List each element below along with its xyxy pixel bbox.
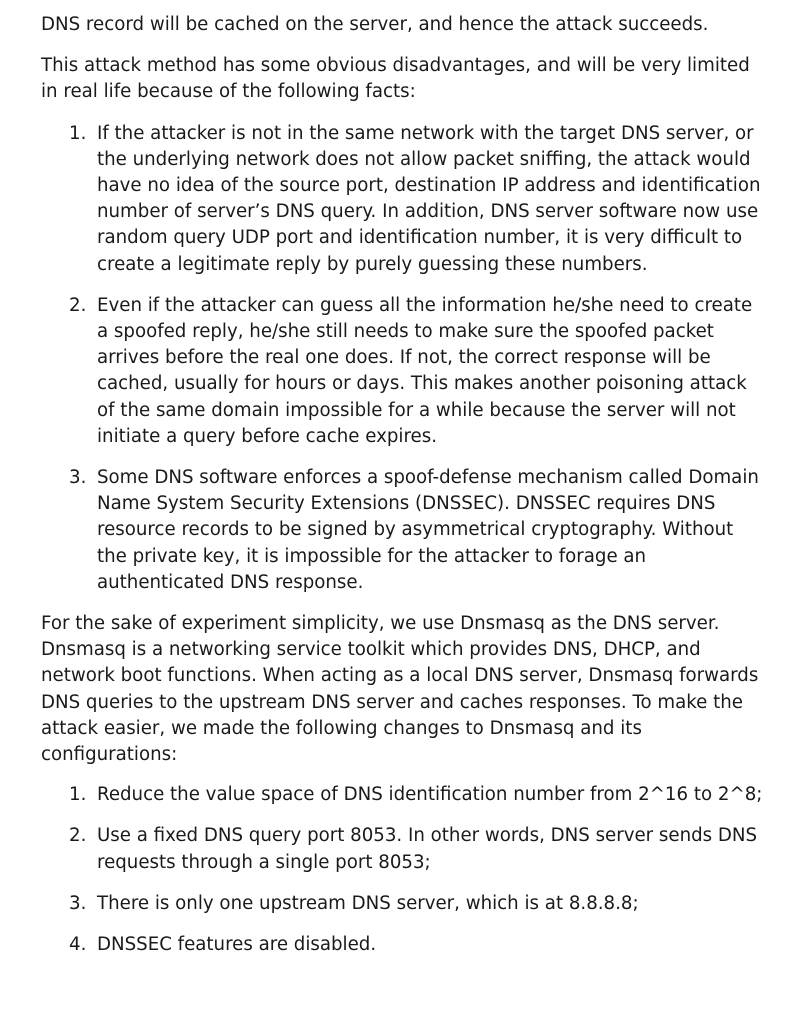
- list-item: [41, 782, 767, 808]
- list-item-number: 2.: [69, 825, 87, 847]
- list-item-number: 1.: [69, 784, 87, 806]
- list-item: [41, 121, 767, 278]
- list-item-text: There is only one upstream DNS server, which is at 8.8.8.8;: [97, 892, 639, 914]
- list-item: [41, 891, 767, 917]
- list-item-number: 3.: [69, 892, 87, 914]
- intro-line: DNS record will be cached on the server, and hence the attack succeeds.: [41, 14, 709, 35]
- list-item: [41, 293, 767, 450]
- list-item-text: DNSSEC features are disabled.: [97, 934, 377, 956]
- list-item-text: Reduce the value space of DNS identification number from 2^16 to 2^8;: [97, 784, 763, 806]
- list-item-number: 2.: [69, 294, 87, 316]
- list-item-text: If the attacker is not in the same network with the target DNS server, or the underlying network does not allow packet sniffing, the attack would have no idea of the source port, destination IP address and identification number of server’s DNS query. In addition, DNS server software now use random query UDP port and identification number, it is very difficult to create a legitimate reply by purely guessing these numbers.: [97, 122, 761, 275]
- list-item-number: 1.: [69, 122, 87, 144]
- list-item-text: Some DNS software enforces a spoof-defense mechanism called Domain Name System Security Extensions (DNSSEC). DNSSEC requires DNS resource records to be signed by asymmetrical cryptography. Without the private key, it is impossible for the attacker to forage an authenticated DNS response.: [97, 467, 759, 593]
- list-item-number: 3.: [69, 467, 87, 489]
- list-item-text: Even if the attacker can guess all the information he/she need to create a spoofed reply, he/she still needs to make sure the spoofed packet arrives before the real one does. If not, the correct response will be cached, usually for hours or days. This makes another poisoning attack of the same domain impossible for a while because the server will not initiate a query before cache expires.: [97, 294, 753, 447]
- list-item: [41, 465, 767, 596]
- dnsmasq-changes-list: [41, 782, 767, 958]
- list-item: [41, 823, 767, 875]
- disadvantages-paragraph: This attack method has some obvious disadvantages, and will be very limited in real life because of the following facts:: [41, 55, 750, 103]
- dnsmasq-paragraph: For the sake of experiment simplicity, we use Dnsmasq as the DNS server. Dnsmasq is a networking service toolkit which provides DNS, DHCP, and network boot functions. When acting as a local DNS server, Dnsmasq forwards DNS queries to the upstream DNS server and caches responses. To make the attack easier, we made the following changes to Dnsmasq and its configurations:: [41, 613, 759, 766]
- disadvantages-list: [41, 121, 767, 596]
- list-item: [41, 932, 767, 958]
- list-item-text: Use a fixed DNS query port 8053. In other words, DNS server sends DNS requests through a single port 8053;: [97, 825, 758, 873]
- list-item-number: 4.: [69, 934, 87, 956]
